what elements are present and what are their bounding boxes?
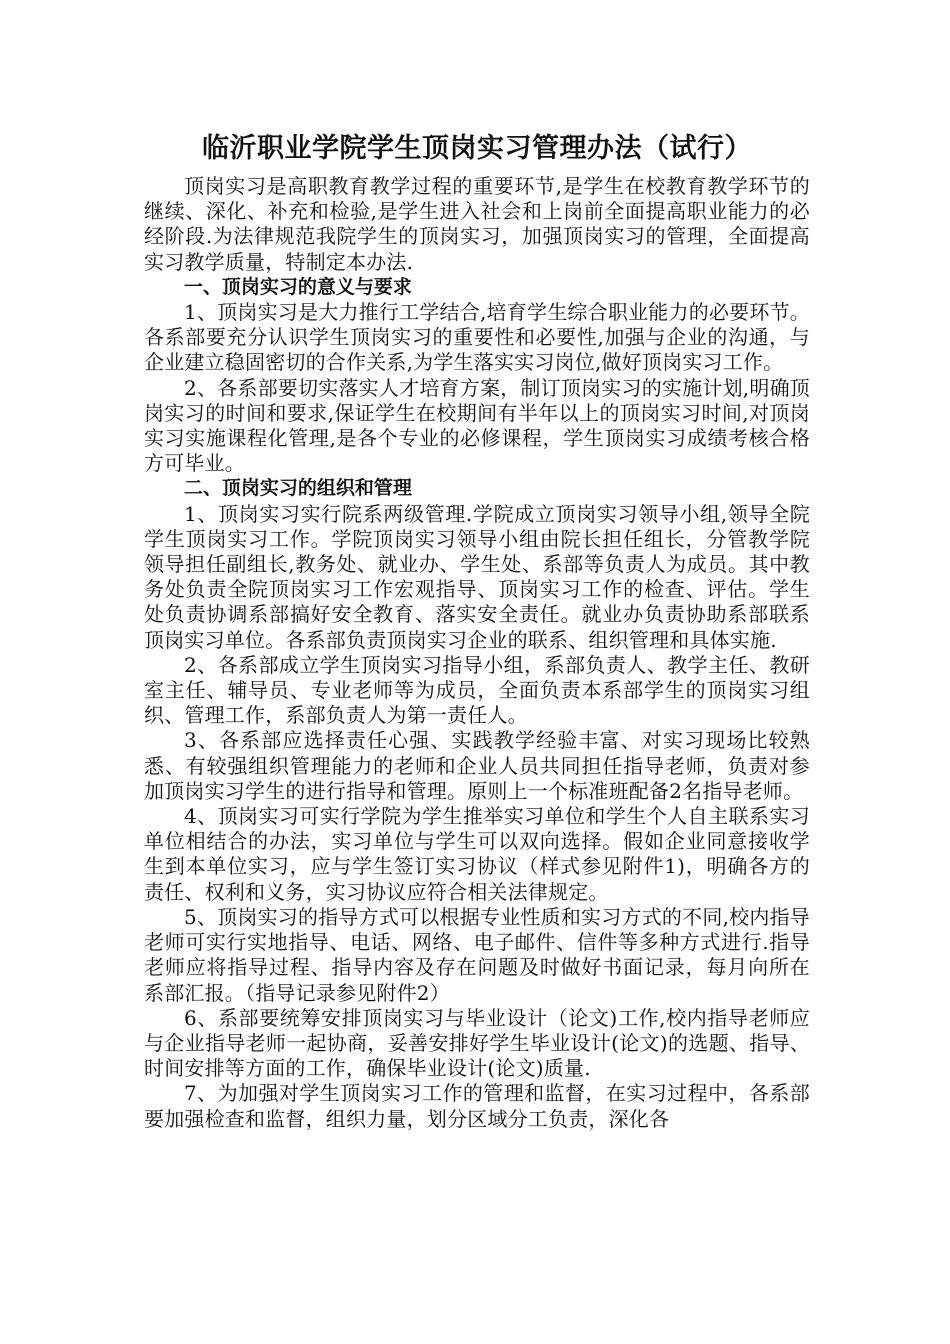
section-2-item-4: 4、顶岗实习可实行学院为学生推举实习单位和学生个人自主联系实习单位相结合的办法，实习单位与学生可以双向选择。假如企业同意接收学生到本单位实习，应与学生签订实习协议（样式参见附件1)，明确各方的责任、权利和义务，实习协议应符合相关法律规定。 [144,804,810,904]
section-1-item-1: 1、顶岗实习是大力推行工学结合,培育学生综合职业能力的必要环节。各系部要充分认识学生顶岗实习的重要性和必要性,加强与企业的沟通，与企业建立稳固密切的合作关系,为学生落实实习岗位,做好顶岗实习工作。 [144,300,810,375]
section-1-item-2: 2、各系部要切实落实人才培育方案，制订顶岗实习的实施计划,明确顶岗实习的时间和要求,保证学生在校期间有半年以上的顶岗实习时间,对顶岗实习实施课程化管理,是各个专业的必修课程，学生顶岗实习成绩考核合格方可毕业。 [144,375,810,476]
document-title: 临沂职业学院学生顶岗实习管理办法（试行） [202,133,752,164]
section-2-item-2: 2、各系部成立学生顶岗实习指导小组，系部负责人、教学主任、教研室主任、辅导员、专业老师等为成员，全面负责本系部学生的顶岗实习组织、管理工作，系部负责人为第一责任人。 [144,652,810,728]
section-2-item-7: 7、为加强对学生顶岗实习工作的管理和监督，在实习过程中，各系部要加强检查和监督，组织力量，划分区域分工负责，深化各 [144,1081,810,1131]
section-2-heading: 二、顶岗实习的组织和管理 [183,477,412,500]
document-body [144,130,810,1132]
section-2-item-1: 1、顶岗实习实行院系两级管理.学院成立顶岗实习领导小组,领导全院学生顶岗实习工作。学院顶岗实习领导小组由院长担任组长，分管教学院领导担任副组长,教务处、就业办、学生处、系部等负责人为成员。其中教务处负责全院顶岗实习工作宏观指导、顶岗实习工作的检查、评估。学生处负责协调系部搞好安全教育、落实安全责任。就业办负责协助系部联系顶岗实习单位。各系部负责顶岗实习企业的联系、组织管理和具体实施. [144,501,810,652]
section-2-item-3: 3、各系部应选择责任心强、实践教学经验丰富、对实习现场比较熟悉、有较强组织管理能力的老师和企业人员共同担任指导老师，负责对参加顶岗实习学生的进行指导和管理。原则上一个标准班配备2名指导老师。 [144,728,810,803]
section-1-heading: 一、顶岗实习的意义与要求 [183,275,412,298]
intro-paragraph: 顶岗实习是高职教育教学过程的重要环节,是学生在校教育教学环节的继续、深化、补充和检验,是学生进入社会和上岗前全面提高职业能力的必经阶段.为法律规范我院学生的顶岗实习，加强顶岗实习的管理，全面提高实习教学质量，特制定本办法. [144,174,810,274]
section-2-item-6: 6、系部要统筹安排顶岗实习与毕业设计（论文)工作,校内指导老师应与企业指导老师一起协商，妥善安排好学生毕业设计(论文)的选题、指导、时间安排等方面的工作，确保毕业设计(论文)质量. [144,1005,810,1081]
section-2-item-5: 5、顶岗实习的指导方式可以根据专业性质和实习方式的不同,校内指导老师可实行实地指导、电话、网络、电子邮件、信件等多种方式进行.指导老师应将指导过程、指导内容及存在问题及时做好书面记录，每月向所在系部汇报。（指导记录参见附件2） [144,904,810,1005]
